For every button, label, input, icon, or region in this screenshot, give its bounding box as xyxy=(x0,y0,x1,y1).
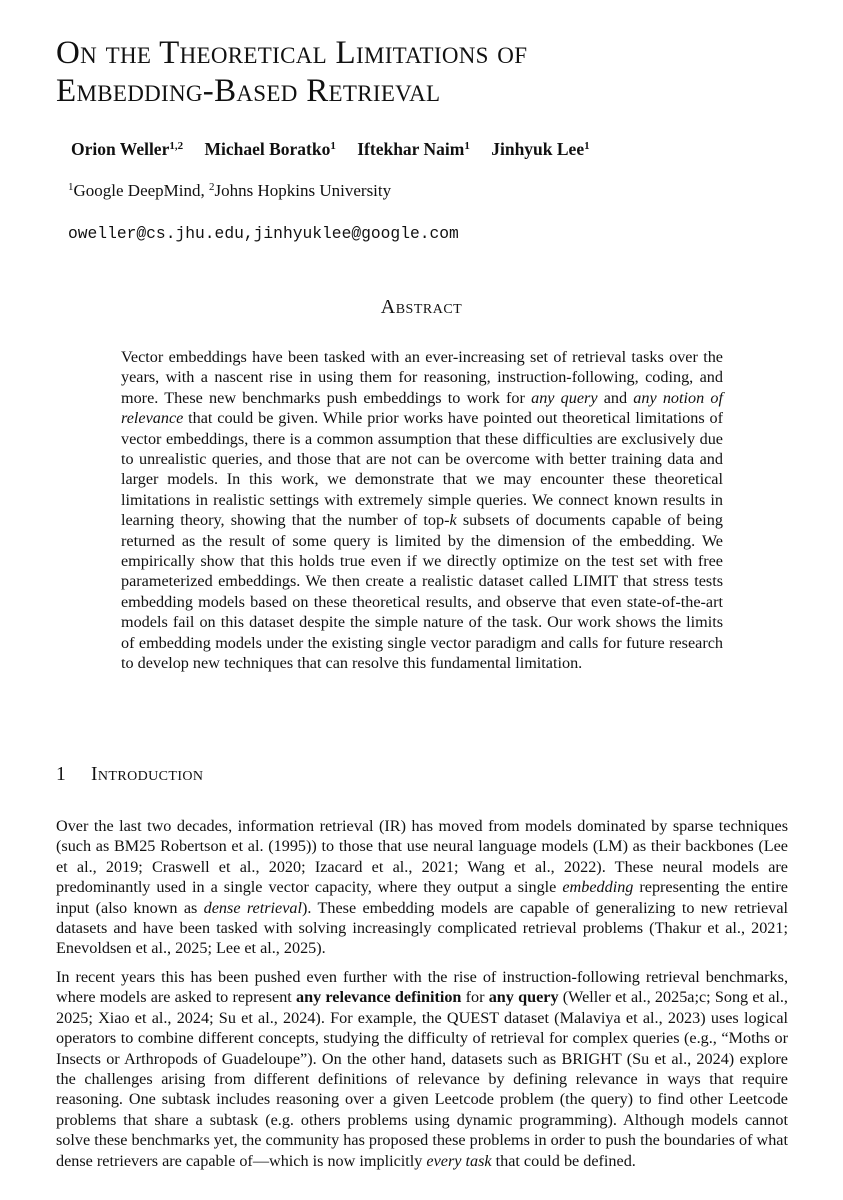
affiliation-jhu: Johns Hopkins University xyxy=(214,181,392,200)
abstract-heading: Abstract xyxy=(380,296,463,318)
author-affiliation-mark: 1 xyxy=(330,140,336,152)
author-affiliation-mark: 1,2 xyxy=(169,140,184,152)
paper-title xyxy=(56,34,796,110)
author-name: Orion Weller xyxy=(71,139,170,159)
paragraph-text: for xyxy=(461,988,489,1007)
affiliation-google-deepmind: Google DeepMind, xyxy=(73,181,210,200)
author xyxy=(491,139,589,160)
paragraph-bold: any relevance definition xyxy=(295,988,462,1007)
abstract-emphasis: any notion of relevance xyxy=(121,388,723,428)
paragraph-text: In recent years this has been pushed even further with the rise of instruction-following retrieval benchmarks, where models are asked to represent xyxy=(56,968,788,1007)
author-affiliation-mark: 1 xyxy=(584,140,590,152)
author-emails[interactable]: oweller@cs.jhu.edu,jinhyuklee@google.com xyxy=(68,224,459,243)
affiliation-mark: 1 xyxy=(68,181,74,193)
paper-title-line-2: Embedding-Based Retrieval xyxy=(56,73,441,109)
abstract-body xyxy=(121,347,723,674)
author xyxy=(71,139,183,160)
paragraph-text: (Weller et al., 2025a;c; Song et al., 2025; Xiao et al., 2024; Su et al., 2024). For example, the QUEST dataset (Malaviya et al., 2023) uses logical operators to combine different concepts, studying the difficulty of retrieval for complex queries (e.g., “Moths or Insects or Arthropods of Guadeloupe”). On the other hand, datasets such as BRIGHT (Su et al., 2024) explore the challenges arising from different definitions of relevance by defining relevance in ways that require reasoning. One subtask includes reasoning over a given Leetcode problem (the query) to find other Leetcode problems that share a subtask (e.g. others problems using dynamic programming). Although models cannot solve these benchmarks yet, the community has proposed these problems in order to push the boundaries of what dense retrievers are capable of—which is now implicitly xyxy=(56,988,788,1170)
author-affiliation-mark: 1 xyxy=(464,140,470,152)
author xyxy=(204,139,335,160)
author xyxy=(357,139,470,160)
paragraph-text: Over the last two decades, information retrieval (IR) has moved from models dominated by sparse techniques (such as BM25 Robertson et al. (1995)) to those that use neural language models (LM) as their backbones (Lee et al., 2019; Craswell et al., 2020; Izacard et al., 2021; Wang et al., 2022). These neural models are predominantly used in a single vector capacity, where they output a single xyxy=(56,817,788,897)
abstract-text: that could be given. While prior works have pointed out theoretical limitations of vector embeddings, there is a common assumption that these difficulties are exclusively due to unrealistic queries, and those that are not can be overcome with better training data and larger models. In this work, we demonstrate that we may encounter these theoretical limitations in realistic settings with extremely simple queries. We connect known results in learning theory, showing that the number of top- xyxy=(121,409,723,530)
paragraph-emphasis: embedding xyxy=(562,878,634,897)
section-number: 1 xyxy=(56,764,67,785)
paragraph-bold: any query xyxy=(488,988,559,1007)
author-name: Iftekhar Naim xyxy=(357,139,465,159)
section-title: Introduction xyxy=(91,764,204,785)
paragraph-text: ). These embedding models are capable of generalizing to new retrieval datasets and have been tasked with solving increasingly complicated retrieval problems (Thakur et al., 2021; Enevoldsen et al., 2025; Lee et al., 2025). xyxy=(56,898,789,958)
abstract-text: Vector embeddings have been tasked with an ever-increasing set of retrieval tasks over the years, with a nascent rise in using them for reasoning, instruction-following, coding, and more. These new benchmarks push embeddings to work for xyxy=(121,348,723,407)
paragraph-text: representing the entire input (also known as xyxy=(56,878,788,917)
intro-paragraph-2 xyxy=(56,967,788,1171)
author-name: Jinhyuk Lee xyxy=(491,139,585,159)
author-list xyxy=(71,139,607,160)
paragraph-text: that could be defined. xyxy=(491,1151,636,1170)
paragraph-emphasis: every task xyxy=(426,1151,492,1170)
affiliation-mark: 2 xyxy=(209,181,215,193)
intro-paragraph-1 xyxy=(56,816,788,959)
section-heading-introduction xyxy=(56,764,203,786)
author-name: Michael Boratko xyxy=(204,139,331,159)
affiliations xyxy=(68,181,391,201)
abstract-math-k: k xyxy=(449,511,457,530)
paper-title-line-1: On the Theoretical Limitations of xyxy=(56,35,528,71)
paragraph-emphasis: dense retrieval xyxy=(203,898,302,917)
abstract-text: and xyxy=(597,388,634,407)
abstract-text: subsets of documents capable of being returned as the result of some query is limited by the dimension of the embedding. We empirically show that this holds true even if we directly optimize on the test set with free parameterized embeddings. We then create a realistic dataset called LIMIT that stress tests embedding models based on these theoretical results, and observe that even state-of-the-art models fail on this dataset despite the simple nature of the task. Our work shows the limits of embedding models under the existing single vector paradigm and calls for future research to develop new techniques that can resolve this fundamental limitation. xyxy=(121,511,723,673)
abstract-emphasis: any query xyxy=(531,388,598,407)
